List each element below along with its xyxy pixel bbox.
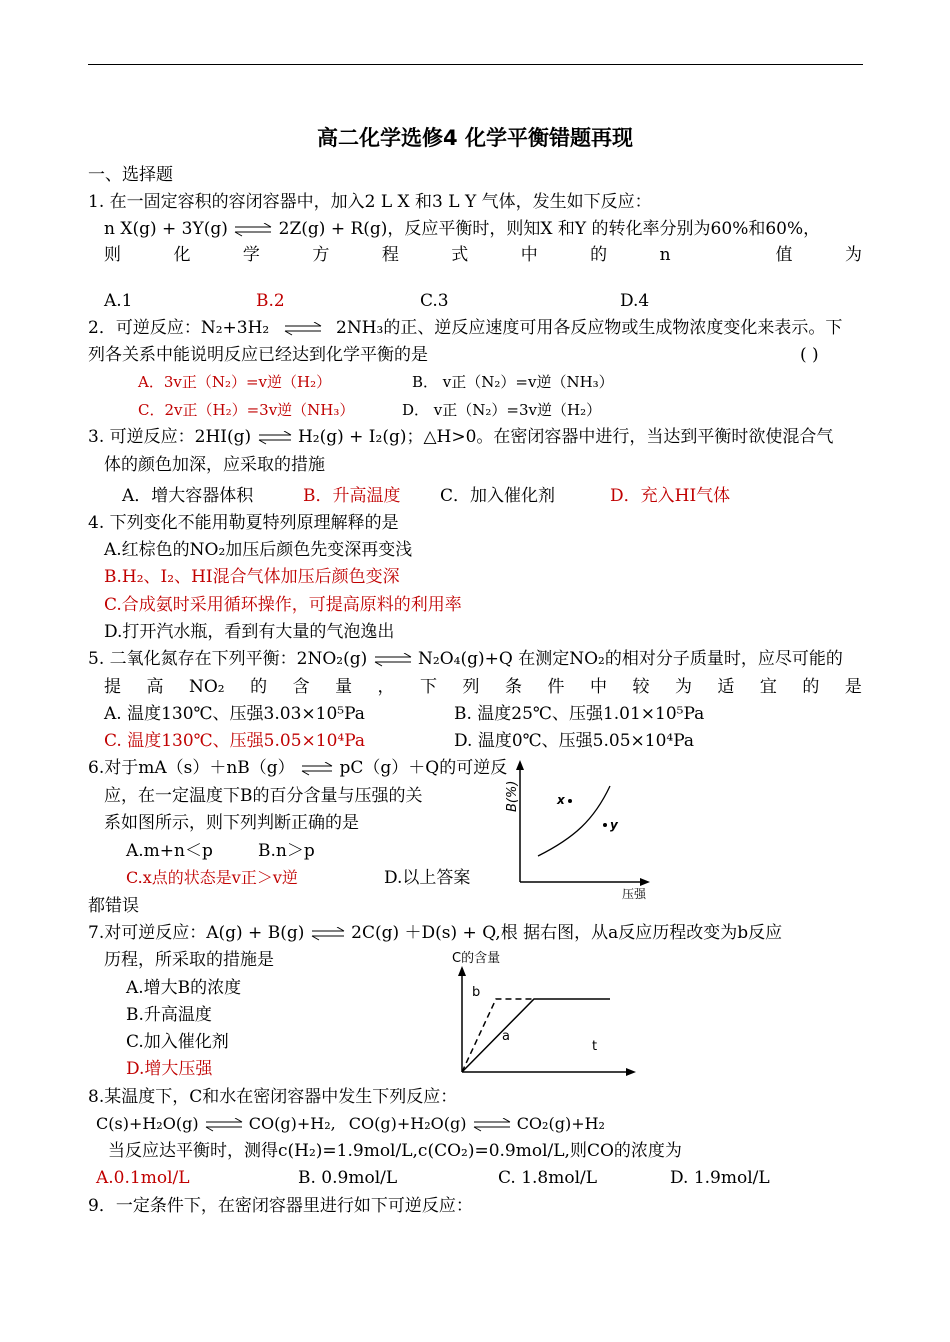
q7-option-c[interactable]: C.加入催化剂 bbox=[126, 1032, 229, 1052]
q1-word: 学 bbox=[242, 245, 260, 265]
q6-stem-a: 6.对于mA（s）＋nB（g） bbox=[88, 758, 295, 778]
q5-word: 条 bbox=[505, 677, 522, 697]
q7-graph bbox=[440, 946, 640, 1080]
q6-option-a[interactable]: A.m+n＜p bbox=[126, 841, 213, 861]
q7-curve-a bbox=[462, 999, 610, 1072]
q3-option-b[interactable]: B．升高温度 bbox=[303, 486, 401, 506]
q8-eq1-left: C(s)+H₂O(g) bbox=[96, 1114, 199, 1133]
q6-stem bbox=[88, 757, 507, 779]
q4-stem: 4. 下列变化不能用勒夏特列原理解释的是 bbox=[88, 513, 399, 533]
q2-option-d[interactable]: D． v正（N₂）=3v逆（H₂） bbox=[402, 401, 602, 419]
q1-word: 的 bbox=[590, 245, 608, 265]
q5-stem bbox=[88, 648, 843, 670]
equilibrium-arrow-icon bbox=[472, 1118, 512, 1132]
q1-word: 则 bbox=[104, 245, 121, 265]
q4-option-b[interactable]: B.H₂、I₂、HI混合气体加压后颜色变深 bbox=[104, 567, 400, 587]
q1-option-c[interactable]: C.3 bbox=[420, 291, 449, 311]
page-title: 高二化学选修4 化学平衡错题再现 bbox=[317, 126, 633, 150]
q7-stem bbox=[88, 922, 782, 944]
q6-point-x bbox=[568, 799, 572, 803]
q1-line3 bbox=[104, 244, 862, 266]
q4-option-d[interactable]: D.打开汽水瓶，看到有大量的气泡逸出 bbox=[104, 622, 395, 642]
q4-option-a[interactable]: A.红棕色的NO₂加压后颜色先变深再变浅 bbox=[104, 540, 413, 560]
q1-word: n bbox=[659, 245, 671, 265]
equilibrium-arrow-icon bbox=[283, 322, 323, 336]
q5-word: 中 bbox=[589, 677, 607, 697]
q8-option-b[interactable]: B. 0.9mol/L bbox=[298, 1168, 398, 1188]
q2-option-a[interactable]: A．3v正（N₂）=v逆（H₂） bbox=[138, 373, 332, 391]
q8-line3: 当反应达平衡时，测得c(H₂)=1.9mol/L,c(CO₂)=0.9mol/L,则CO的浓度为 bbox=[108, 1141, 682, 1161]
q7-option-d[interactable]: D.增大压强 bbox=[126, 1059, 213, 1079]
q6-ylabel: B(%) bbox=[505, 780, 520, 812]
q5-option-d[interactable]: D. 温度0℃、压强5.05×10⁴Pa bbox=[454, 731, 695, 751]
q5-word: 宜 bbox=[759, 677, 777, 697]
q7-label-b: b bbox=[472, 985, 481, 1000]
q5-word: 下 bbox=[420, 677, 438, 697]
q6-graph bbox=[494, 760, 654, 900]
q1-word: 程 bbox=[381, 245, 399, 265]
q5-word: 列 bbox=[462, 677, 480, 697]
q7-label-a: a bbox=[502, 1029, 510, 1044]
q8-eq2-left: CO(g)+H₂O(g) bbox=[348, 1114, 467, 1133]
q6-point-y-label: y bbox=[610, 818, 618, 832]
q5-word: NO₂ bbox=[188, 677, 225, 697]
q1-word: 为 bbox=[844, 245, 862, 265]
q1-word: 方 bbox=[312, 245, 330, 265]
q7-x-arrow-icon bbox=[626, 1068, 636, 1076]
section-heading: 一、选择题 bbox=[88, 165, 173, 185]
equilibrium-arrow-icon bbox=[233, 223, 273, 237]
q2-stem bbox=[88, 317, 842, 339]
q3-stem bbox=[88, 426, 833, 448]
q9-stem: 9．一定条件下，在密闭容器里进行如下可逆反应： bbox=[88, 1196, 473, 1216]
q5-word: 为 bbox=[674, 677, 692, 697]
q1-stem: 1. 在一固定容积的容闭容器中，加入2 L X 和3 L Y 气体，发生如下反应： bbox=[88, 192, 652, 212]
q1-word: 值 bbox=[775, 245, 793, 265]
q3-option-c[interactable]: C．加入催化剂 bbox=[440, 486, 556, 506]
q2-stem-a: 2．可逆反应：N₂+3H₂ bbox=[88, 318, 270, 338]
q7-stem-2: 历程，所采取的措施是 bbox=[104, 950, 274, 970]
q6-x-arrow-icon bbox=[640, 878, 650, 886]
q7-option-b[interactable]: B.升高温度 bbox=[126, 1005, 212, 1025]
equilibrium-arrow-icon bbox=[310, 927, 346, 941]
q5-word: 的 bbox=[802, 677, 820, 697]
q8-option-a[interactable]: A.0.1mol/L bbox=[96, 1168, 190, 1188]
q8-option-c[interactable]: C. 1.8mol/L bbox=[498, 1168, 598, 1188]
q4-option-c[interactable]: C.合成氨时采用循环操作，可提高原料的利用率 bbox=[104, 595, 462, 615]
q7-ylabel: C的含量 bbox=[452, 951, 501, 966]
q5-option-a[interactable]: A. 温度130℃、压强3.03×10⁵Pa bbox=[104, 704, 365, 724]
q1-word: 化 bbox=[173, 245, 191, 265]
q6-option-c[interactable]: C.x点的状态是v正＞v逆 bbox=[126, 868, 298, 887]
q2-stem-2: 列各关系中能说明反应已经达到化学平衡的是 bbox=[88, 345, 428, 365]
q5-stem-a: 5. 二氧化氮存在下列平衡：2NO₂(g) bbox=[88, 649, 368, 669]
q5-word: 件 bbox=[547, 677, 565, 697]
q5-stem-b: N₂O₄(g)+Q 在测定NO₂的相对分子质量时，应尽可能的 bbox=[418, 649, 843, 669]
q7-stem-a: 7.对可逆反应：A(g) + B(g) bbox=[88, 923, 305, 943]
q5-word: 高 bbox=[146, 677, 164, 697]
equilibrium-arrow-icon bbox=[204, 1118, 244, 1132]
q7-option-a[interactable]: A.增大B的浓度 bbox=[126, 978, 242, 998]
q1-option-a[interactable]: A.1 bbox=[104, 291, 133, 311]
q5-word: 量 bbox=[335, 677, 353, 697]
q2-option-b[interactable]: B． v正（N₂）=v逆（NH₃） bbox=[412, 373, 614, 391]
q5-word: 是 bbox=[844, 677, 862, 697]
q5-word: 提 bbox=[104, 677, 121, 697]
equilibrium-arrow-icon bbox=[257, 431, 293, 445]
q3-stem-2: 体的颜色加深，应采取的措施 bbox=[104, 455, 325, 475]
equilibrium-arrow-icon bbox=[300, 762, 334, 776]
q6-stem-b: pC（g）＋Q的可逆反 bbox=[339, 758, 508, 778]
q8-stem: 8.某温度下，C和水在密闭容器中发生下列反应： bbox=[88, 1087, 458, 1107]
q8-eq1-right: CO(g)+H₂, bbox=[248, 1114, 336, 1133]
q5-word: 较 bbox=[632, 677, 650, 697]
q5-word: 含 bbox=[292, 677, 310, 697]
q6-y-arrow-icon bbox=[516, 760, 524, 770]
q6-point-y bbox=[603, 823, 607, 827]
q1-word: 中 bbox=[520, 245, 538, 265]
answer-paren: ( ) bbox=[800, 345, 819, 365]
q3-option-d[interactable]: D．充入HI气体 bbox=[610, 486, 731, 506]
q3-option-a[interactable]: A．增大容器体积 bbox=[122, 486, 254, 506]
q6-curve bbox=[538, 786, 610, 856]
q7-xlabel: t bbox=[592, 1039, 598, 1054]
q6-xlabel: 压强 bbox=[622, 887, 647, 900]
q5-option-c[interactable]: C. 温度130℃、压强5.05×10⁴Pa bbox=[104, 731, 366, 751]
q1-eq-right: 2Z(g) + R(g)，反应平衡时，则知X 和Y 的转化率分别为60%和60%， bbox=[278, 219, 821, 239]
q5-word: 适 bbox=[717, 677, 735, 697]
q6-stem-3: 系如图所示，则下列判断正确的是 bbox=[104, 813, 359, 833]
q3-stem-b: H₂(g) + I₂(g)；△H>0。在密闭容器中进行，当达到平衡时欲使混合气 bbox=[297, 427, 834, 447]
q8-equations bbox=[96, 1113, 605, 1135]
q5-word: ， bbox=[377, 677, 395, 697]
q1-word: 式 bbox=[451, 245, 469, 265]
q6-tail: 都错误 bbox=[88, 896, 139, 916]
q5-word: 的 bbox=[250, 677, 268, 697]
equilibrium-arrow-icon bbox=[373, 653, 413, 667]
q1-equation bbox=[104, 218, 820, 240]
q3-stem-a: 3. 可逆反应：2HI(g) bbox=[88, 427, 252, 447]
q6-option-b[interactable]: B.n＞p bbox=[258, 841, 315, 861]
q1-eq-left: n X(g) + 3Y(g) bbox=[104, 219, 228, 239]
header-rule bbox=[88, 64, 863, 65]
q5-option-b[interactable]: B. 温度25℃、压强1.01×10⁵Pa bbox=[454, 704, 705, 724]
q7-stem-b: 2C(g) ＋D(s) + Q,根 据右图，从a反应历程改变为b反应 bbox=[351, 923, 783, 943]
q1-option-b[interactable]: B.2 bbox=[256, 291, 285, 311]
q5-line2 bbox=[104, 676, 862, 698]
q6-option-d[interactable]: D.以上答案 bbox=[384, 868, 471, 888]
q8-option-d[interactable]: D. 1.9mol/L bbox=[670, 1168, 770, 1188]
q8-eq2-right: CO₂(g)+H₂ bbox=[516, 1114, 605, 1133]
q1-option-d[interactable]: D.4 bbox=[620, 291, 650, 311]
q6-stem-2: 应，在一定温度下B的百分含量与压强的关 bbox=[104, 786, 423, 806]
q6-point-x-label: x bbox=[557, 793, 565, 807]
q2-stem-b: 2NH₃的正、逆反应速度可用各反应物或生成物浓度变化来表示。下 bbox=[336, 318, 843, 338]
q7-y-arrow-icon bbox=[458, 966, 466, 976]
q2-option-c[interactable]: C．2v正（H₂）=3v逆（NH₃） bbox=[138, 401, 355, 419]
